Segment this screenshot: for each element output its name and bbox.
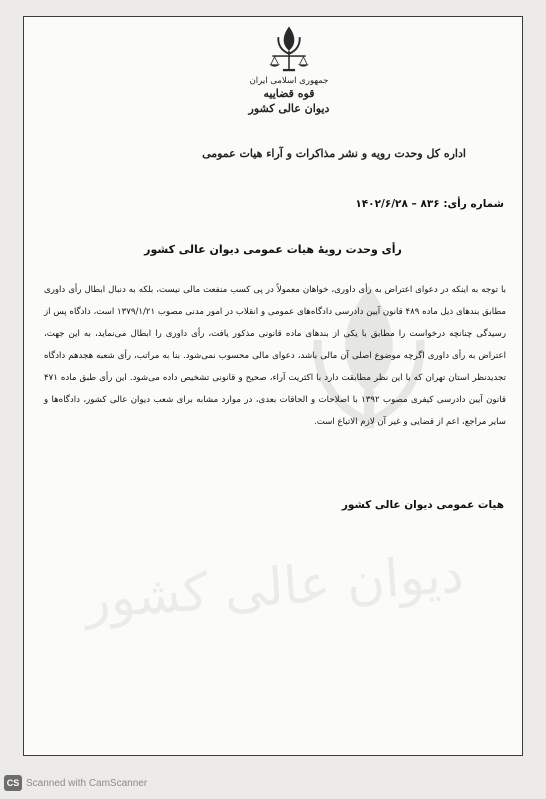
signature-line: هیات عمومی دیوان عالی کشور <box>341 499 504 511</box>
document-title: رأی وحدت رویهٔ هیات عمومی دیوان عالی کشور <box>144 243 402 256</box>
camscanner-logo-icon: CS <box>4 775 22 791</box>
scanner-footer <box>4 774 147 792</box>
ruling-body-text: با توجه به اینکه در دعوای اعتراض به رأی داوری، خواهان معمولاً در پی کسب منفعت مالی نیست، بلکه به دنبال ابطال رأی داوری مطابق بندهای ذیل ماده ۴۸۹ قانون آیین دادرسی دادگاه‌های عمومی و انقلاب در امور مدنی مصوب ۱۳۷۹/۱/۲۱ است، دادگاه پس از رسیدگی چنانچه درخواست را مطابق با یکی از بندهای ماده قانونی مذکور یافت، رأی داوری را ابطال می‌نماید، به این جهت، اعتراض به رأی داوری اگرچه موضوع اصلی آن مالی باشد، دعوای مالی محسوب نمی‌شود. بنا به مراتب، رأی شعبه هجدهم دادگاه تجدیدنظر استان تهران که با این نظر مطابقت دارد با اکثریت آراء، صحیح و قانونی تشخیص داده می‌شود. این رأی طبق ماده ۴۷۱ قانون آیین دادرسی کیفری مصوب ۱۳۹۲ با اصلاحات و الحاقات بعدی، در موارد مشابه برای شعب دیوان عالی کشور، دادگاه‌ها و سایر مراجع، اعم از قضایی و غیر آن لازم الاتباع است. <box>44 285 506 427</box>
letterhead <box>164 25 414 116</box>
watermark-text: دیوان عالی کشور <box>83 544 466 631</box>
ruling-number: شماره رأی: ۸۳۶ – ۱۴۰۲/۶/۲۸ <box>355 198 504 210</box>
letterhead-country: جمهوری اسلامی ایران <box>249 76 329 86</box>
scanner-credit: Scanned with CamScanner <box>26 777 148 789</box>
iran-emblem-scales-icon <box>266 25 312 75</box>
letterhead-judiciary: قوه قضاییه <box>263 87 315 101</box>
letterhead-supreme-court: دیوان عالی کشور <box>248 102 330 116</box>
letterhead-department: اداره کل وحدت رویه و نشر مذاکرات و آراء هیات عمومی <box>202 147 466 160</box>
document-page <box>23 16 523 756</box>
